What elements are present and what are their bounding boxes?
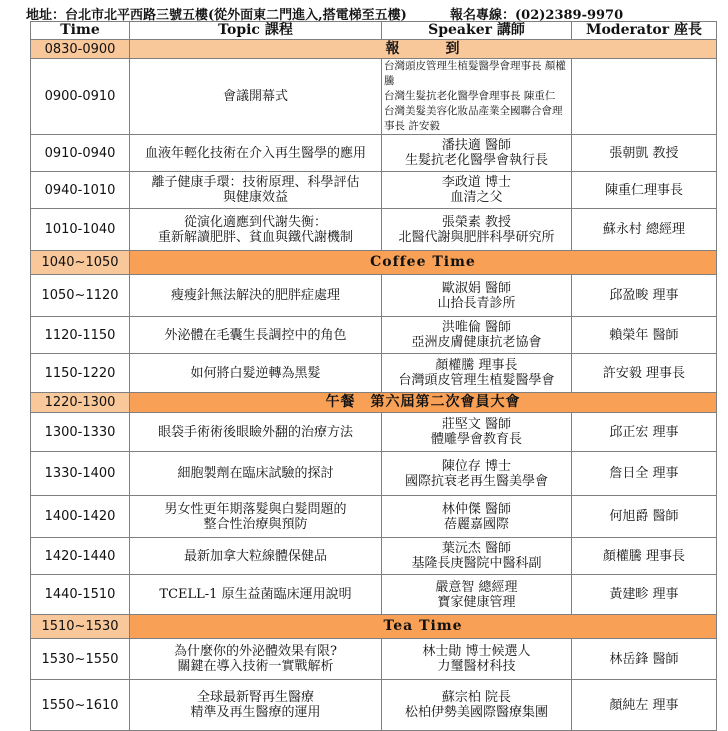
session-row bbox=[31, 496, 717, 538]
moderator-cell: 蘇永村 總經理 bbox=[572, 209, 717, 251]
speaker-line: 林仲傑 醫師 bbox=[441, 501, 512, 517]
session-row bbox=[31, 317, 717, 354]
column-header-topic: Topic 課程 bbox=[130, 22, 382, 40]
speaker-line: 蓓麗嘉國際 bbox=[443, 516, 509, 532]
speaker-line: 林士勛 博士候選人 bbox=[422, 644, 531, 659]
time-cell: 1530~1550 bbox=[31, 639, 130, 680]
moderator-cell: 何旭爵 醫師 bbox=[572, 496, 717, 538]
topic-line: 會議開幕式 bbox=[222, 89, 288, 104]
speaker-line: 李政道 博士 bbox=[441, 175, 512, 190]
speaker-line: 台灣生髮抗老化醫學會理事長 陳重仁 bbox=[384, 90, 556, 102]
speaker-cell bbox=[382, 452, 572, 496]
moderator-cell bbox=[572, 59, 717, 135]
speaker-cell bbox=[382, 575, 572, 615]
topic-cell bbox=[130, 575, 382, 615]
session-row bbox=[31, 538, 717, 575]
speaker-cell bbox=[382, 172, 572, 209]
time-cell: 1510~1530 bbox=[31, 615, 130, 639]
topic-line: 男女性更年期落髮與白髮問題的 bbox=[164, 501, 347, 517]
speaker-line: 基隆長庚醫院中醫科副 bbox=[411, 556, 542, 571]
moderator-cell: 張朝凱 教授 bbox=[572, 135, 717, 172]
time-cell: 1010-1040 bbox=[31, 209, 130, 251]
time-cell: 1220-1300 bbox=[31, 393, 130, 413]
agenda-body bbox=[31, 40, 717, 731]
topic-cell bbox=[130, 59, 382, 135]
speaker-line: 山拾長青診所 bbox=[437, 295, 516, 311]
moderator-cell: 陳重仁理事長 bbox=[572, 172, 717, 209]
column-header-row bbox=[31, 22, 717, 40]
speaker-line: 生髮抗老化醫學會執行長 bbox=[404, 153, 548, 168]
venue-header bbox=[26, 4, 716, 22]
session-row bbox=[31, 452, 717, 496]
speaker-line: 亞洲皮膚健康抗老協會 bbox=[411, 335, 542, 350]
time-cell: 1040~1050 bbox=[31, 251, 130, 275]
time-cell: 1120-1150 bbox=[31, 317, 130, 354]
registration-phone: 報名專線：(02)2389-9970 bbox=[450, 8, 624, 23]
break-label: Tea Time bbox=[130, 615, 717, 639]
speaker-line: 國際抗衰老再生醫美學會 bbox=[404, 473, 548, 489]
topic-cell bbox=[130, 172, 382, 209]
speaker-line: 顏權騰 理事長 bbox=[435, 358, 518, 373]
topic-line: 精準及再生醫療的運用 bbox=[190, 705, 321, 720]
speaker-cell bbox=[382, 209, 572, 251]
topic-line: 瘦瘦針無法解決的肥胖症處理 bbox=[170, 288, 340, 303]
speaker-cell bbox=[382, 496, 572, 538]
break-row bbox=[31, 615, 717, 639]
moderator-cell: 顏純左 理事 bbox=[572, 680, 717, 731]
speaker-line: 寶家健康管理 bbox=[437, 594, 516, 610]
speaker-line: 台灣美髮美容化妝品產業全國聯合會理事長 許安毅 bbox=[384, 105, 563, 132]
time-cell: 1150-1220 bbox=[31, 354, 130, 393]
topic-cell bbox=[130, 317, 382, 354]
time-cell: 0940-1010 bbox=[31, 172, 130, 209]
column-header-moderator: Moderator 座長 bbox=[572, 22, 717, 40]
speaker-cell bbox=[382, 538, 572, 575]
moderator-cell: 許安毅 理事長 bbox=[572, 354, 717, 393]
speaker-line: 嚴意智 總經理 bbox=[435, 579, 518, 595]
topic-line: 整合性治療與預防 bbox=[203, 516, 308, 532]
moderator-cell: 林岳鋒 醫師 bbox=[572, 639, 717, 680]
topic-line: TCELL-1 原生益菌臨床運用說明 bbox=[159, 587, 352, 602]
time-cell: 1330-1400 bbox=[31, 452, 130, 496]
speaker-line: 松柏伊勢美國際醫療集團 bbox=[404, 705, 548, 720]
topic-cell bbox=[130, 452, 382, 496]
time-cell: 1420-1440 bbox=[31, 538, 130, 575]
speaker-cell bbox=[382, 354, 572, 393]
topic-line: 關鍵在導入技術一實戰解析 bbox=[177, 659, 334, 674]
speaker-line: 陳位存 博士 bbox=[441, 458, 512, 474]
topic-line: 外泌體在毛囊生長調控中的角色 bbox=[164, 327, 347, 343]
break-label: 午餐 第六屆第二次會員大會 bbox=[130, 393, 717, 413]
moderator-cell: 黃建畛 理事 bbox=[572, 575, 717, 615]
time-cell: 1440-1510 bbox=[31, 575, 130, 615]
time-cell: 1300-1330 bbox=[31, 413, 130, 452]
session-row bbox=[31, 59, 717, 135]
session-row bbox=[31, 680, 717, 731]
topic-cell bbox=[130, 354, 382, 393]
speaker-line: 體雕學會教育長 bbox=[430, 432, 522, 447]
topic-line: 全球最新腎再生醫療 bbox=[196, 690, 314, 705]
topic-cell bbox=[130, 135, 382, 172]
moderator-cell: 賴榮年 醫師 bbox=[572, 317, 717, 354]
break-row bbox=[31, 393, 717, 413]
moderator-cell: 邱盈畯 理事 bbox=[572, 275, 717, 317]
topic-line: 血液年輕化技術在介入再生醫學的應用 bbox=[144, 145, 366, 161]
topic-line: 細胞製劑在臨床試驗的探討 bbox=[177, 466, 334, 481]
speaker-cell bbox=[382, 317, 572, 354]
break-label: 報 到 bbox=[130, 40, 717, 59]
venue-address: 地址：台北市北平西路三號五樓(從外面東二門進入,搭電梯至五樓) bbox=[26, 8, 407, 23]
moderator-cell: 詹日全 理事 bbox=[572, 452, 717, 496]
topic-cell bbox=[130, 639, 382, 680]
time-cell: 1550~1610 bbox=[31, 680, 130, 731]
speaker-cell bbox=[382, 680, 572, 731]
time-cell: 0830-0900 bbox=[31, 40, 130, 59]
topic-line: 最新加拿大粒線體保健品 bbox=[183, 548, 327, 564]
time-cell: 1050~1120 bbox=[31, 275, 130, 317]
topic-cell bbox=[130, 496, 382, 538]
moderator-cell: 顏權騰 理事長 bbox=[572, 538, 717, 575]
session-row bbox=[31, 172, 717, 209]
session-row bbox=[31, 135, 717, 172]
speaker-line: 台灣頭皮管理生植髮醫學會 bbox=[398, 373, 555, 388]
break-row bbox=[31, 40, 717, 59]
break-label: Coffee Time bbox=[130, 251, 717, 275]
column-header-time: Time bbox=[31, 22, 130, 40]
speaker-line: 北醫代謝與肥胖科學研究所 bbox=[398, 229, 555, 245]
speaker-line: 血清之父 bbox=[450, 190, 503, 205]
speaker-cell bbox=[382, 59, 572, 135]
topic-cell bbox=[130, 538, 382, 575]
speaker-line: 台灣頭皮管理生植髮醫學會理事長 顏權騰 bbox=[384, 60, 566, 87]
speaker-cell bbox=[382, 639, 572, 680]
time-cell: 0900-0910 bbox=[31, 59, 130, 135]
speaker-line: 洪唯倫 醫師 bbox=[441, 320, 512, 335]
agenda-table bbox=[30, 21, 717, 731]
session-row bbox=[31, 354, 717, 393]
moderator-cell: 邱正宏 理事 bbox=[572, 413, 717, 452]
topic-cell bbox=[130, 680, 382, 731]
session-row bbox=[31, 575, 717, 615]
speaker-line: 蘇宗柏 院長 bbox=[441, 690, 512, 705]
time-cell: 1400-1420 bbox=[31, 496, 130, 538]
session-row bbox=[31, 639, 717, 680]
speaker-cell bbox=[382, 413, 572, 452]
session-row bbox=[31, 413, 717, 452]
speaker-line: 葉沅杰 醫師 bbox=[441, 541, 512, 556]
speaker-line: 力璽醫材科技 bbox=[437, 659, 516, 674]
topic-line: 重新解讀肥胖、貧血與鐵代謝機制 bbox=[157, 229, 353, 245]
speaker-cell bbox=[382, 275, 572, 317]
time-cell: 0910-0940 bbox=[31, 135, 130, 172]
session-row bbox=[31, 209, 717, 251]
topic-cell bbox=[130, 413, 382, 452]
speaker-line: 潘扶適 醫師 bbox=[441, 138, 512, 153]
speaker-line: 莊堅文 醫師 bbox=[441, 417, 512, 432]
topic-line: 眼袋手術術後眼瞼外翻的治療方法 bbox=[157, 424, 353, 440]
speaker-line: 張榮素 教授 bbox=[441, 214, 512, 230]
topic-line: 如何將白髮逆轉為黑髮 bbox=[190, 365, 321, 381]
break-row bbox=[31, 251, 717, 275]
topic-line: 離子健康手環：技術原理、科學評估 bbox=[151, 175, 360, 190]
topic-line: 從演化適應到代謝失衡： bbox=[183, 214, 327, 230]
cut-off-top-text bbox=[0, 0, 728, 3]
topic-line: 為什麼你的外泌體效果有限? bbox=[174, 644, 337, 659]
topic-line: 與健康效益 bbox=[222, 190, 288, 205]
topic-cell bbox=[130, 275, 382, 317]
speaker-line: 歐淑娟 醫師 bbox=[441, 280, 512, 296]
column-header-speaker: Speaker 講師 bbox=[382, 22, 572, 40]
topic-cell bbox=[130, 209, 382, 251]
speaker-cell bbox=[382, 135, 572, 172]
session-row bbox=[31, 275, 717, 317]
